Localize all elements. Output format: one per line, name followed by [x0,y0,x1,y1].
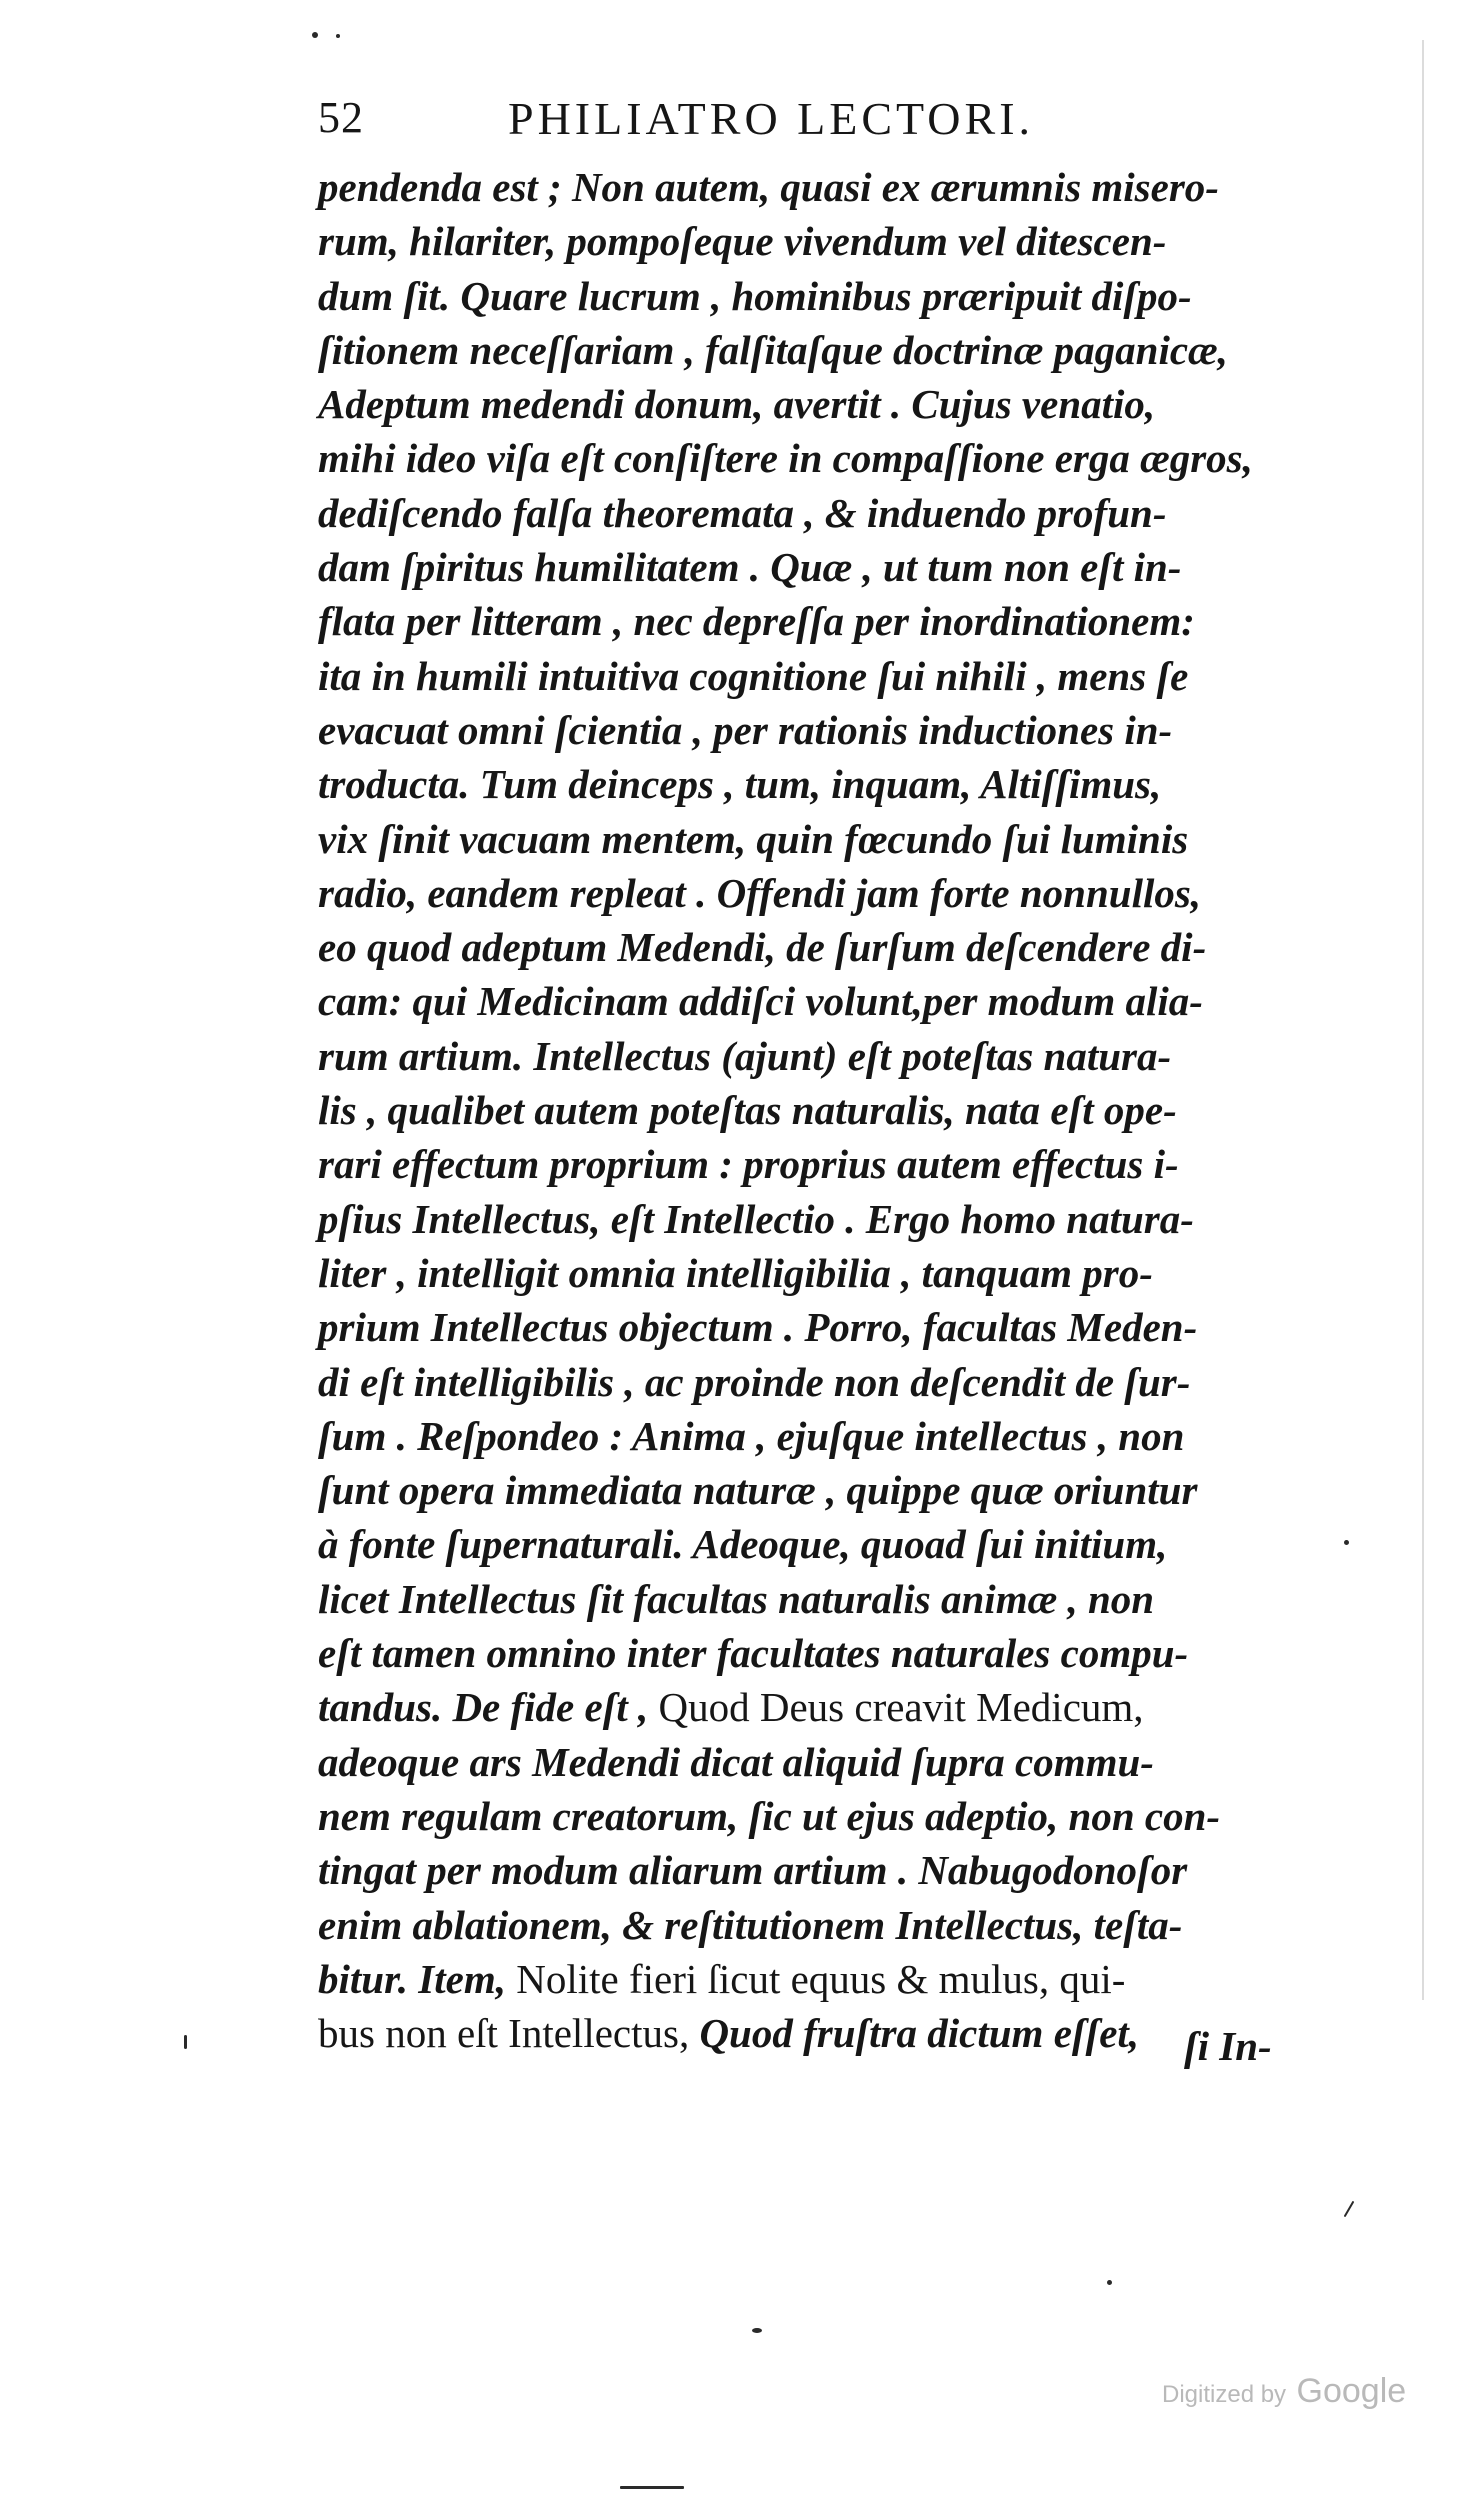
italic-text-segment: à fonte ſupernaturali. Adeoque, quoad ſui initium, [318,1521,1168,1568]
italic-text-segment: dediſcendo falſa theoremata , & induendo profun- [318,489,1167,536]
italic-text-segment: pendenda est ; Non autem, quasi ex ærumnis misero- [318,164,1219,210]
roman-text-segment: bus non eſt Intellectus, [318,2010,700,2057]
text-line [318,1626,1298,1680]
text-line [318,757,1298,811]
italic-text-segment: rari effectum proprium : proprius autem effectus i- [318,1141,1179,1188]
text-line [318,1463,1298,1517]
page-edge-line [1422,40,1424,2000]
italic-text-segment: nem regulam creatorum, ſic ut ejus adeptio, non con- [318,1792,1221,1839]
text-line [318,160,1298,214]
italic-text-segment: evacuat omni ſcientia , per rationis inductiones in- [318,706,1173,753]
italic-text-segment: eſt tamen omnino inter facultates naturales compu- [318,1630,1189,1677]
text-line [318,1029,1298,1083]
scan-speck [620,2486,684,2489]
italic-text-segment: licet Intellectus ſit facultas naturalis animæ , non [318,1575,1155,1622]
italic-text-segment: Quod fruſtra dictum eſſet, [699,2010,1140,2057]
italic-text-segment: ſunt opera immediata naturæ , quippe quæ oriuntur [318,1467,1198,1514]
scan-speck [1344,2201,1355,2218]
text-line [318,594,1298,648]
text-line [318,1680,1298,1734]
text-line [318,214,1298,268]
text-line [318,486,1298,540]
italic-text-segment: prium Intellectus objectum . Porro, facultas Meden- [318,1304,1198,1351]
watermark-brand: Google [1296,2372,1407,2410]
digitized-by-google-watermark [1162,2372,1406,2411]
roman-text-segment: Quod Deus creavit Medicum, [658,1684,1144,1731]
italic-text-segment: tandus. De fide eſt , [318,1684,659,1731]
text-line [318,540,1298,594]
italic-text-segment: ita in humili intuitiva cognitione ſui nihili , mens ſe [318,652,1189,699]
italic-text-segment: tingat per modum aliarum artium . Nabugodonoſor [318,1847,1188,1894]
italic-text-segment: rum, hilariter, pompoſeque vivendum vel ditescen- [318,218,1167,265]
italic-text-segment: mihi ideo viſa eſt conſiſtere in compaſſione erga ægros, [318,435,1253,482]
text-line [318,703,1298,757]
text-line [318,269,1298,323]
italic-text-segment: liter , intelligit omnia intelligibilia , tanquam pro- [318,1249,1153,1296]
page-header [318,92,1278,162]
scan-speck [1344,1540,1349,1545]
italic-text-segment: lis , qualibet autem poteſtas naturalis, nata eſt ope- [318,1087,1177,1134]
scan-speck [336,34,340,38]
text-line [318,812,1298,866]
italic-text-segment: bitur. Item, [318,1955,517,2002]
italic-text-segment: pſius Intellectus, eſt Intellectio . Ergo homo natura- [318,1195,1194,1242]
italic-text-segment: enim ablationem, & reſtitutionem Intellectus, teſta- [318,1901,1183,1948]
italic-text-segment: eo quod adeptum Medendi, de ſurſum deſcendere di- [318,924,1207,971]
scan-speck [312,32,318,38]
text-line [318,1409,1298,1463]
catchword: ſi In- [1184,2023,1272,2069]
italic-text-segment: dam ſpiritus humilitatem . Quæ , ut tum non eſt in- [318,544,1182,591]
text-line [318,2006,1298,2060]
italic-text-segment: troducta. Tum deinceps , tum, inquam, Altiſſimus, [318,761,1162,808]
text-line [318,1355,1298,1409]
italic-text-segment: dum ſit. Quare lucrum , hominibus præripuit diſpo- [318,272,1192,319]
text-line [318,1192,1298,1246]
text-line [318,974,1298,1028]
text-line [318,1789,1298,1843]
scan-speck [184,2035,187,2049]
text-line [318,1843,1298,1897]
italic-text-segment: flata per litteram , nec depreſſa per inordinationem: [318,598,1195,645]
watermark-prefix: Digitized by [1162,2381,1287,2408]
text-line [318,866,1298,920]
text-line [318,920,1298,974]
scan-speck [752,2328,762,2333]
roman-text-segment: Nolite fieri ſicut equus & mulus, qui- [516,1955,1126,2002]
text-line [318,431,1298,485]
scan-speck [1107,2280,1112,2285]
body-text [318,160,1298,2060]
running-title: PHILIATRO LECTORI. [508,93,1035,144]
text-line [318,1246,1298,1300]
italic-text-segment: ſum . Reſpondeo : Anima , ejuſque intellectus , non [318,1412,1185,1459]
text-line [318,1137,1298,1191]
text-line [318,1898,1298,1952]
italic-text-segment: Adeptum medendi donum, avertit . Cujus venatio, [318,381,1156,428]
page-number: 52 [318,93,364,142]
italic-text-segment: cam: qui Medicinam addiſci volunt,per modum alia- [318,978,1203,1025]
italic-text-segment: di eſt intelligibilis , ac proinde non deſcendit de ſur- [318,1358,1191,1405]
text-line [318,1517,1298,1571]
italic-text-segment: rum artium. Intellectus (ajunt) eſt poteſtas natura- [318,1032,1172,1079]
text-line [318,1572,1298,1626]
italic-text-segment: adeoque ars Medendi dicat aliquid ſupra commu- [318,1738,1154,1785]
italic-text-segment: radio, eandem repleat . Offendi jam forte nonnullos, [318,869,1202,916]
italic-text-segment: ſitionem neceſſariam , falſitaſque doctrinæ paganicæ, [318,326,1228,373]
text-line [318,1952,1298,2006]
text-line [318,1083,1298,1137]
text-line [318,323,1298,377]
text-line [318,1300,1298,1354]
text-line [318,377,1298,431]
text-line [318,649,1298,703]
italic-text-segment: vix ſinit vacuam mentem, quin fœcundo ſui luminis [318,815,1189,862]
text-line [318,1735,1298,1789]
